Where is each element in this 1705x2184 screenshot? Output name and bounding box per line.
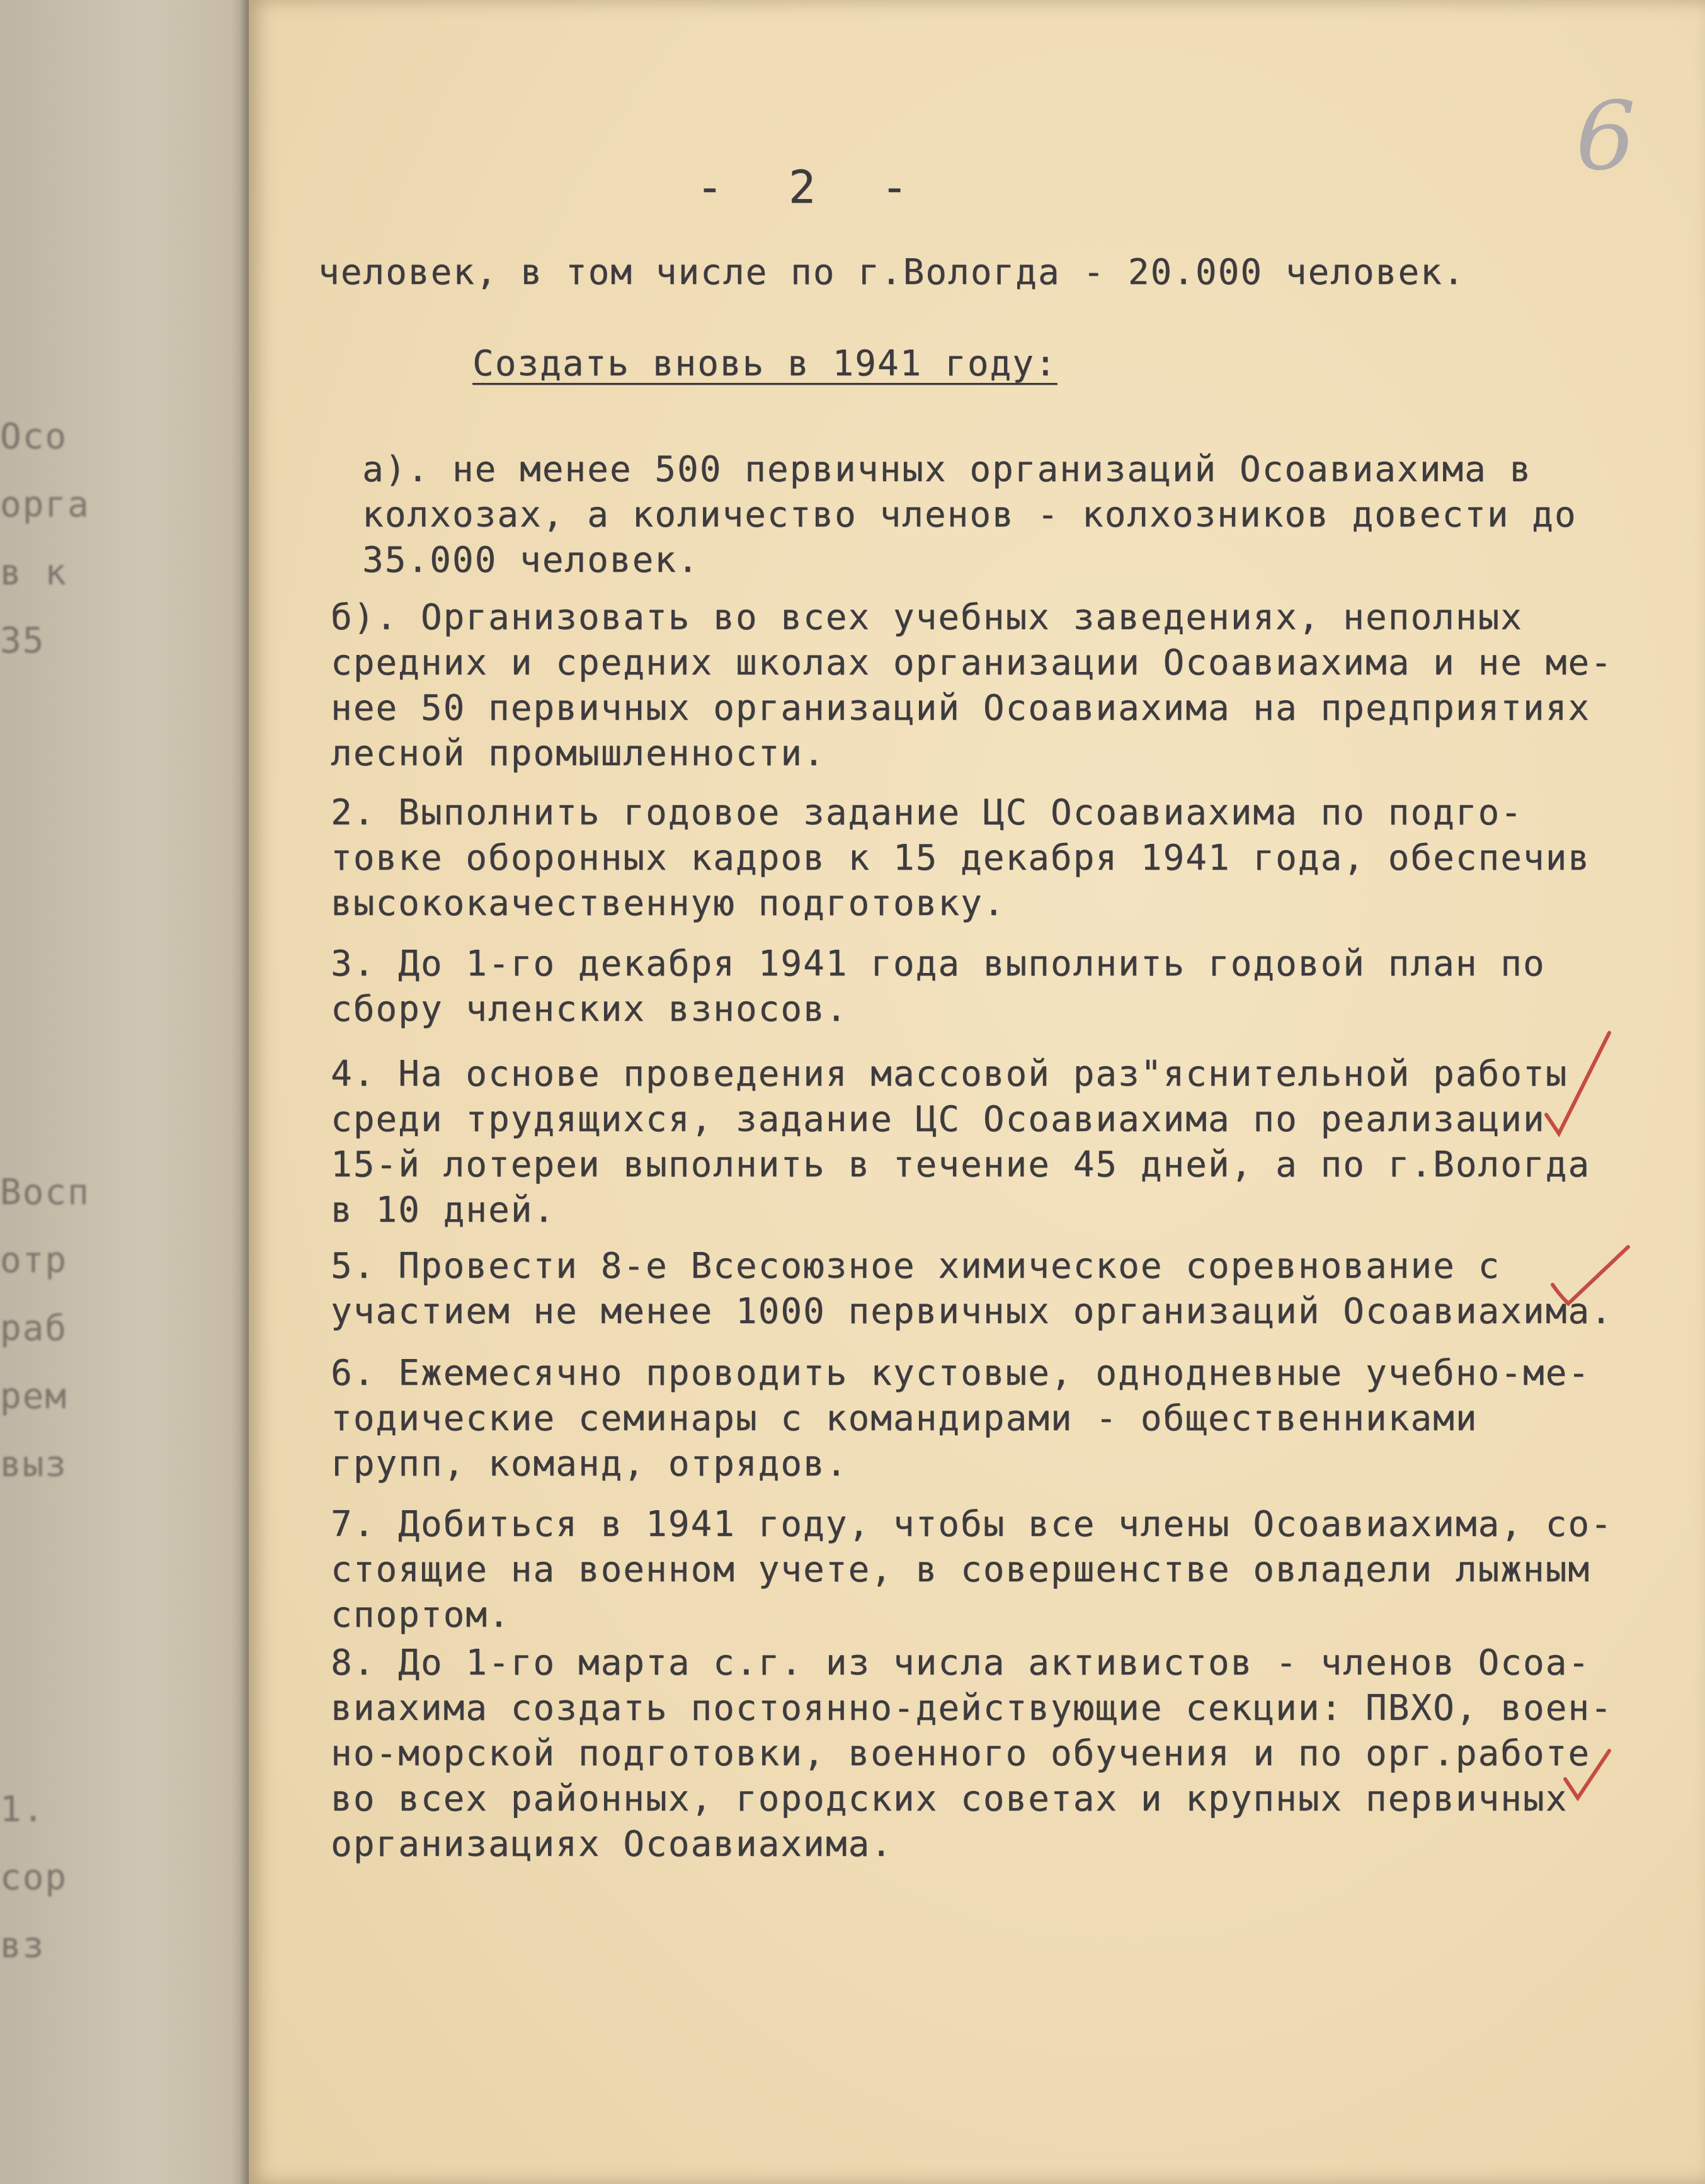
page-marker: - 2 - (696, 161, 927, 213)
text-line: высококачественную подготовку. (331, 883, 1006, 924)
text-line: в 10 дней. (331, 1190, 556, 1231)
red-check-marks (1540, 1008, 1679, 1826)
text-line: 7. Добиться в 1941 году, чтобы все члены Осоавиахима, со- (331, 1504, 1613, 1545)
paragraph-a (362, 447, 1590, 583)
text-line: 5. Провести 8-е Всесоюзное химическое соревнование с (331, 1246, 1501, 1287)
paragraph-7 (331, 1502, 1613, 1638)
text-line: 4. На основе проведения массовой раз"яснительной работы (331, 1054, 1568, 1095)
text-line: товке оборонных кадров к 15 декабря 1941 года, обеспечив (331, 838, 1591, 879)
typed-sheet (249, 0, 1705, 2184)
text-line: организациях Осоавиахима. (331, 1824, 893, 1865)
text-line: среди трудящихся, задание ЦС Осоавиахима по реализации (331, 1099, 1546, 1140)
text-line: лесной промышленности. (331, 733, 826, 774)
text-line: но-морской подготовки, военного обучения и по орг.работе (331, 1733, 1591, 1774)
bleed-through-text: Осо орга в к 35 (0, 416, 90, 661)
check-mark-icon (1553, 1247, 1628, 1304)
check-mark-icon (1565, 1751, 1609, 1798)
text-line: 6. Ежемесячно проводить кустовые, однодневные учебно-ме- (331, 1353, 1591, 1394)
paragraph-3 (331, 941, 1559, 1032)
handwritten-sheet-number: 6 (1575, 82, 1636, 191)
text-line: спортом. (331, 1595, 511, 1635)
text-line: средних и средних школах организации Осоавиахима и не ме- (331, 642, 1613, 683)
paragraph-5 (331, 1244, 1613, 1334)
text-line: 3. До 1-го декабря 1941 года выполнить годовой план по (331, 943, 1546, 984)
text-line: б). Организовать во всех учебных заведениях, неполных (331, 597, 1523, 638)
text-line: нее 50 первичных организаций Осоавиахима на предприятиях (331, 688, 1591, 729)
opening-line: человек, в том числе по г.Вологда - 20.000 человек. (318, 252, 1466, 293)
text-line: 35.000 человек. (362, 540, 700, 581)
paragraph-b (331, 595, 1613, 776)
text-line: 15-й лотереи выполнить в течение 45 дней, а по г.Вологда (331, 1144, 1591, 1185)
paragraph-8 (331, 1641, 1613, 1867)
paragraph-6 (331, 1351, 1591, 1487)
previous-page-edge (0, 0, 271, 2184)
text-line: групп, команд, отрядов. (331, 1443, 848, 1484)
text-line: а). не менее 500 первичных организаций Осоавиахима в (362, 449, 1532, 490)
text-line: во всех районных, городских советах и крупных первичных (331, 1778, 1568, 1819)
text-line: участием не менее 1000 первичных организаций Осоавиахима. (331, 1291, 1613, 1332)
paragraph-4 (331, 1052, 1591, 1233)
text-line: стоящие на военном учете, в совершенстве овладели лыжным (331, 1549, 1591, 1590)
section-heading: Создать вновь в 1941 году: (472, 343, 1058, 384)
paragraph-2 (331, 790, 1591, 926)
text-line: виахима создать постоянно-действующие секции: ПВХО, воен- (331, 1688, 1613, 1729)
check-mark-icon (1546, 1033, 1609, 1134)
bleed-through-text: 1. сор вз (0, 1789, 68, 1966)
bleed-through-text: Восп отр раб рем выз (0, 1172, 90, 1485)
text-line: сбору членских взносов. (331, 989, 848, 1030)
text-line: тодические семинары с командирами - общественниками (331, 1398, 1478, 1439)
text-line: 8. До 1-го марта с.г. из числа активистов - членов Осоа- (331, 1642, 1591, 1683)
text-line: 2. Выполнить годовое задание ЦС Осоавиахима по подго- (331, 792, 1523, 833)
text-line: колхозах, а количество членов - колхозников довести до (362, 494, 1577, 535)
